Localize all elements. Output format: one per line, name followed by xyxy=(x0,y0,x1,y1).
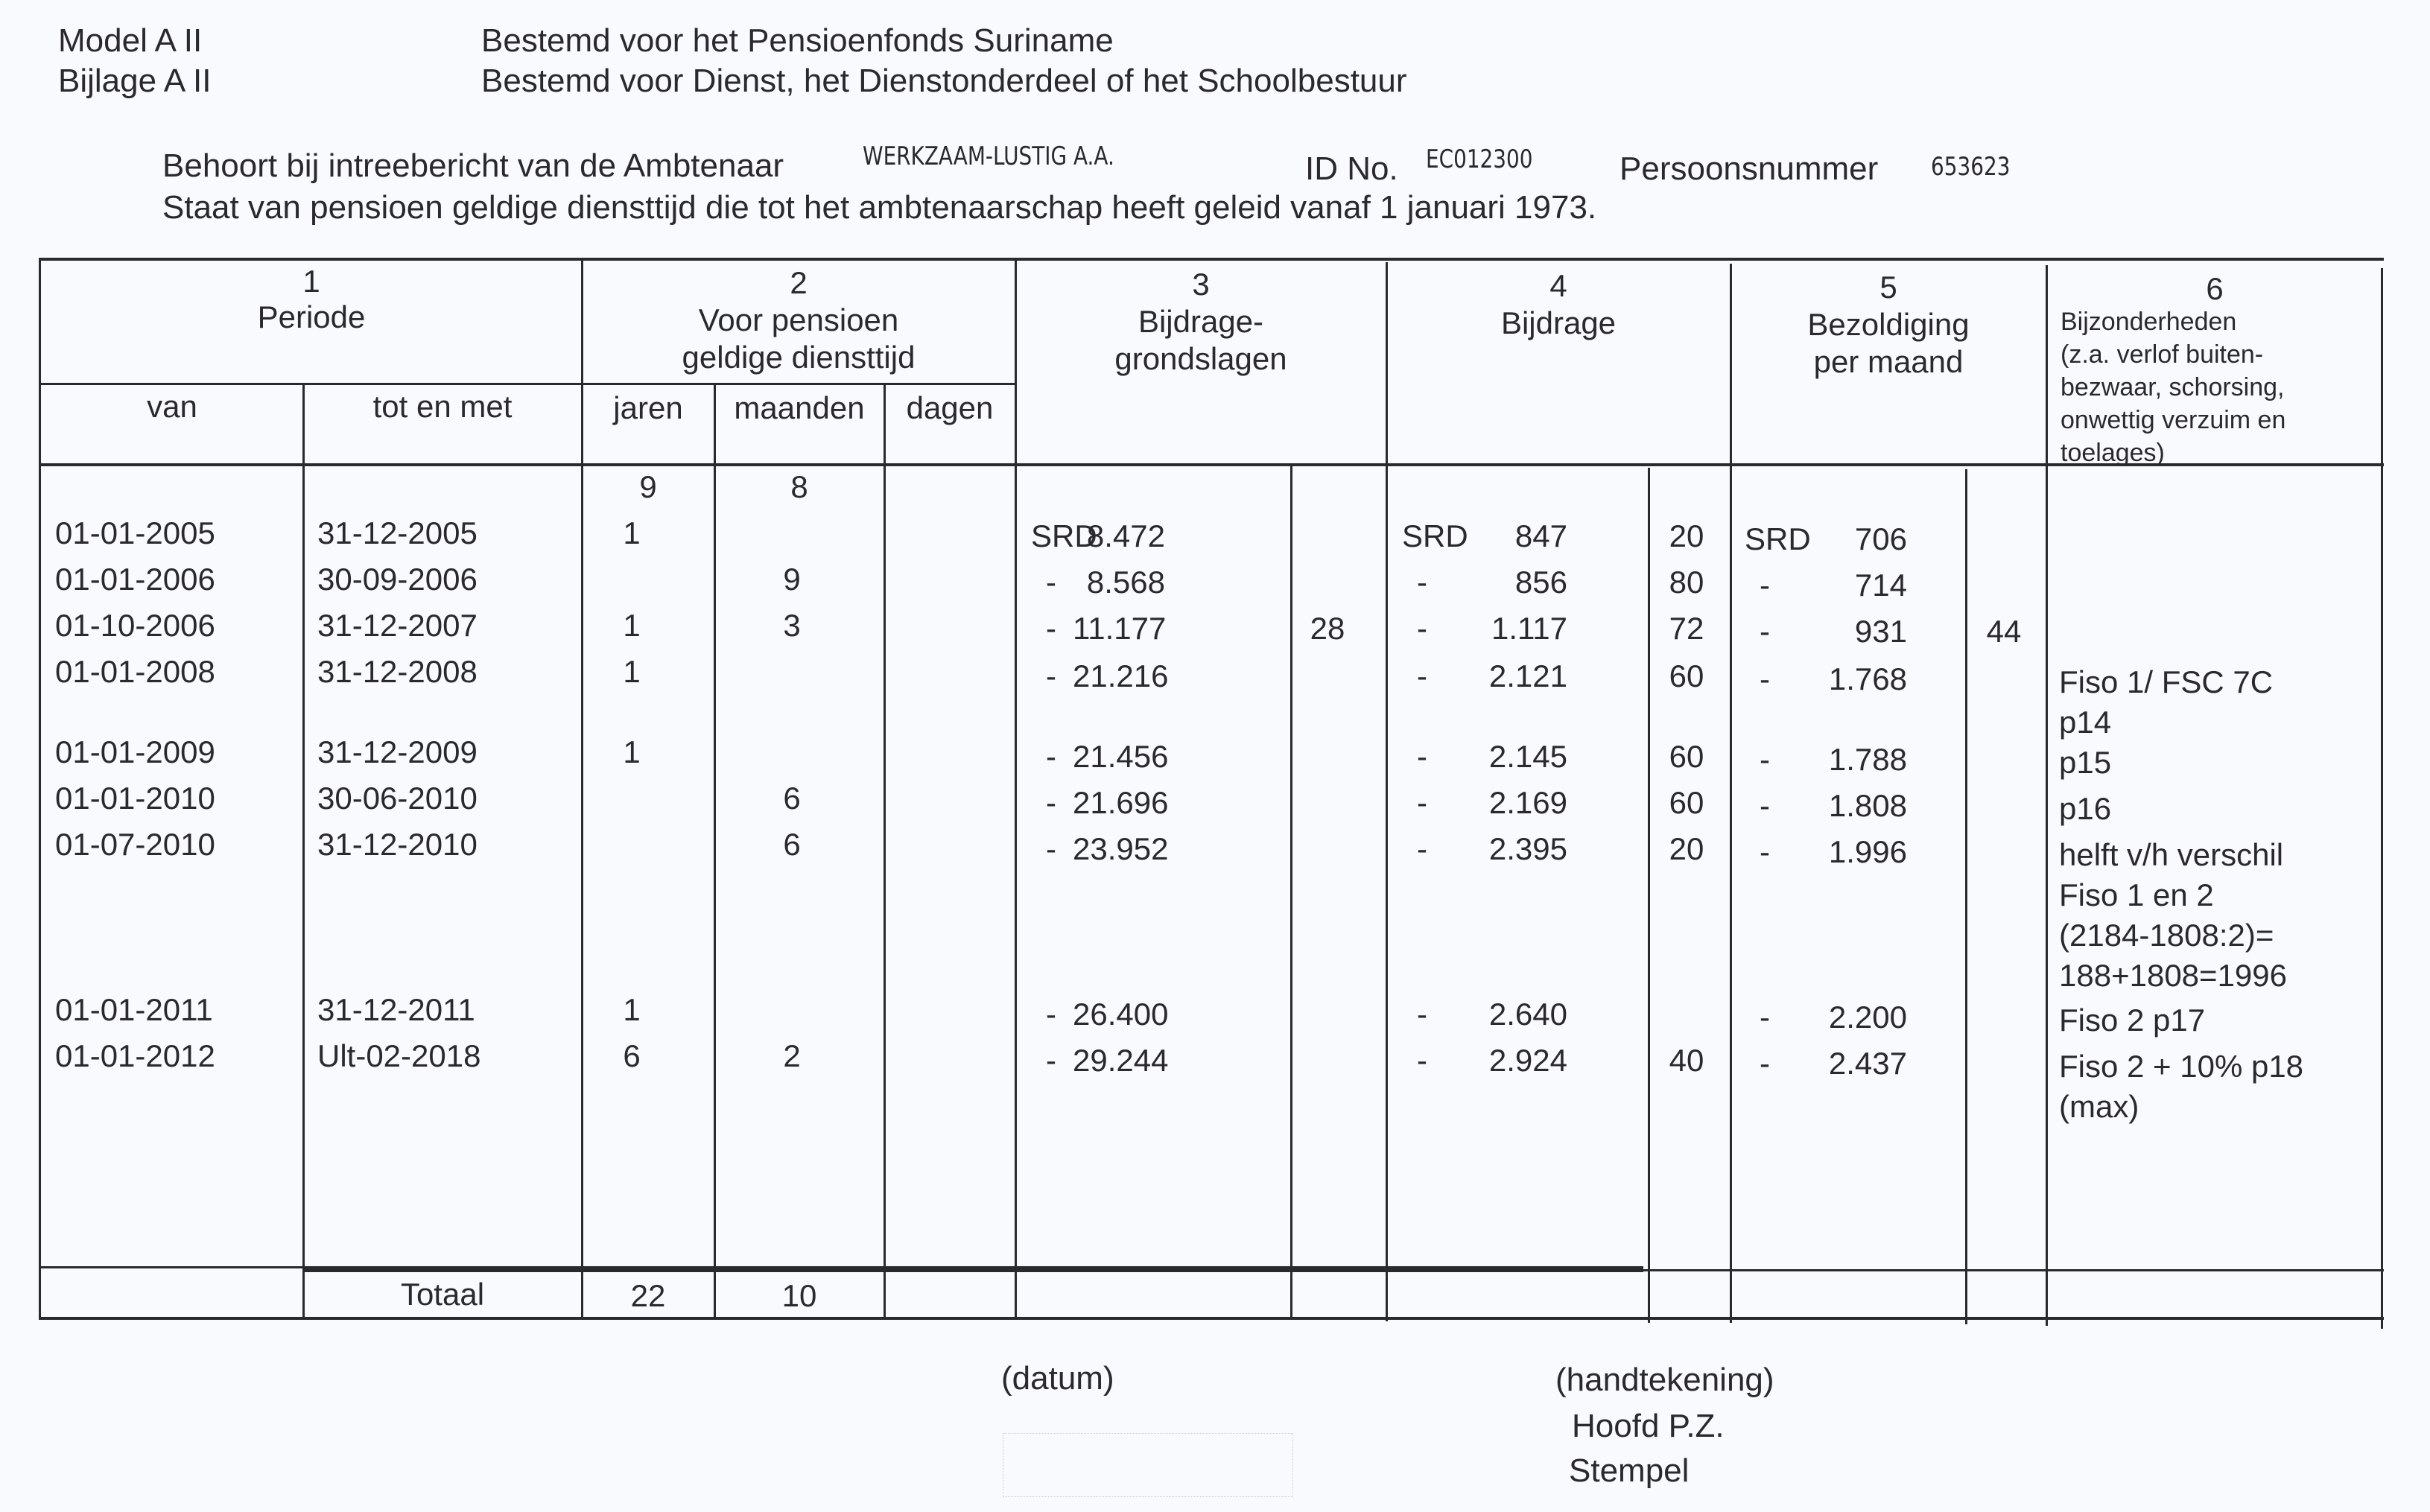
cell-van: 01-10-2006 xyxy=(55,608,215,643)
col-divider-maanden-dagen xyxy=(884,384,886,1320)
cell-bezoldiging: 1.808 xyxy=(1828,788,1907,823)
cell-tot: 31-12-2010 xyxy=(317,827,478,862)
cell-jaren: 1 xyxy=(623,608,641,643)
cell-bezoldiging: 1.788 xyxy=(1828,742,1907,777)
prior-maanden: 8 xyxy=(790,469,808,504)
destination-department: Bestemd voor Dienst, het Dienstonderdeel of het Schoolbestuur xyxy=(481,63,1407,99)
cell-van: 01-07-2010 xyxy=(55,827,215,862)
cell-maanden: 6 xyxy=(783,827,801,862)
cell-bezoldiging: 714 xyxy=(1854,568,1907,603)
cell-grondslag: 11.177 xyxy=(1073,611,1167,646)
col5-title-line2: per maand xyxy=(1813,344,1964,379)
cell-bijdrage: 2.395 xyxy=(1488,831,1567,866)
cell-tot: 31-12-2011 xyxy=(317,992,475,1027)
cell-van: 01-01-2008 xyxy=(55,654,215,689)
col2-title-line1: Voor pensioen xyxy=(698,302,899,337)
date-field[interactable] xyxy=(1003,1433,1293,1497)
cell-note: p15 xyxy=(2059,745,2112,780)
cell-grondslag: 21.696 xyxy=(1073,785,1169,820)
cell-note: Fiso 1 en 2 xyxy=(2059,877,2214,912)
cell-grondslag-prefix: - xyxy=(1046,1043,1056,1078)
total-row-line-left xyxy=(40,1266,304,1268)
cell-tot: 30-09-2006 xyxy=(317,562,478,597)
col2-sub-dagen: dagen xyxy=(906,390,994,425)
cell-bezoldiging: 1.996 xyxy=(1828,834,1907,869)
total-maanden: 10 xyxy=(781,1278,817,1313)
cell-bezoldiging: 2.437 xyxy=(1828,1046,1907,1081)
col6-title-line2: (z.a. verlof buiten- xyxy=(2061,340,2264,369)
cell-maanden: 6 xyxy=(783,781,801,816)
cell-grondslag-prefix: - xyxy=(1046,565,1056,600)
cell-maanden: 3 xyxy=(783,608,801,643)
cell-van: 01-01-2005 xyxy=(55,515,215,550)
cell-grondslag-extra: 28 xyxy=(1310,611,1345,646)
cell-bezoldiging-prefix: - xyxy=(1760,661,1770,696)
cell-grondslag: 21.216 xyxy=(1073,658,1169,693)
table-bottom-border xyxy=(39,1317,2384,1320)
col-divider-5-6 xyxy=(2046,265,2048,1326)
cell-bijdrage-prefix: - xyxy=(1417,831,1427,866)
table-right-border xyxy=(2381,268,2383,1329)
cell-bijdrage-cents: 60 xyxy=(1669,658,1704,693)
table-top-border xyxy=(40,258,2384,261)
cell-bijdrage: 856 xyxy=(1514,565,1567,600)
cell-bezoldiging-extra: 44 xyxy=(1986,614,2022,649)
cell-grondslag-prefix: - xyxy=(1046,611,1056,646)
cell-grondslag: 8.472 xyxy=(1086,518,1165,553)
cell-bezoldiging: 2.200 xyxy=(1828,1000,1907,1035)
col-divider-bezoldiging-extra xyxy=(1965,469,1967,1324)
cell-jaren: 1 xyxy=(623,515,641,550)
cell-grondslag-prefix: - xyxy=(1046,831,1056,866)
cell-van: 01-01-2012 xyxy=(55,1038,215,1073)
cell-tot: 31-12-2008 xyxy=(317,654,478,689)
col-divider-4-5 xyxy=(1730,264,1732,1323)
cell-note: Fiso 2 + 10% p18 xyxy=(2059,1049,2304,1084)
person-number-label: Persoonsnummer xyxy=(1620,150,1879,187)
cell-bijdrage-prefix: - xyxy=(1417,565,1427,600)
cell-bijdrage-cents: 40 xyxy=(1669,1043,1704,1078)
cell-note: Fiso 1/ FSC 7C xyxy=(2059,664,2274,699)
col2-number: 2 xyxy=(790,265,808,300)
cell-grondslag-prefix: - xyxy=(1046,658,1056,693)
col3-title-line2: grondslagen xyxy=(1114,341,1287,376)
cell-bijdrage: 2.145 xyxy=(1488,739,1567,774)
cell-maanden: 9 xyxy=(783,562,801,597)
cell-tot: 31-12-2009 xyxy=(317,734,478,769)
col4-title: Bijdrage xyxy=(1500,305,1617,340)
cell-van: 01-01-2010 xyxy=(55,781,215,816)
cell-tot: 31-12-2007 xyxy=(317,608,478,643)
cell-tot: 30-06-2010 xyxy=(317,781,478,816)
col-divider-3-4 xyxy=(1386,262,1388,1321)
cell-van: 01-01-2011 xyxy=(55,992,213,1027)
col3-title-line1: Bijdrage- xyxy=(1138,304,1264,339)
col-divider-van-tot xyxy=(302,383,305,1320)
cell-bijdrage-prefix: - xyxy=(1417,1043,1427,1078)
stamp-label: Stempel xyxy=(1569,1452,1690,1489)
col4-number: 4 xyxy=(1549,268,1567,303)
cell-note: helft v/h verschil xyxy=(2059,837,2284,872)
cell-bijdrage-prefix: - xyxy=(1417,997,1427,1032)
cell-bezoldiging: 1.768 xyxy=(1828,661,1907,696)
cell-bezoldiging-prefix: SRD xyxy=(1745,521,1811,556)
cell-bezoldiging: 706 xyxy=(1854,521,1907,556)
id-label: ID No. xyxy=(1305,150,1398,187)
header-bottom-border xyxy=(40,463,2384,466)
cell-grondslag-prefix: - xyxy=(1046,997,1056,1032)
id-value: EC012300 xyxy=(1426,144,1533,174)
cell-note: (max) xyxy=(2059,1089,2139,1124)
cell-grondslag: 26.400 xyxy=(1073,997,1169,1032)
cell-bijdrage-prefix: - xyxy=(1417,739,1427,774)
subheader-line xyxy=(40,383,1016,385)
cell-bijdrage-cents: 60 xyxy=(1669,739,1704,774)
col6-title-line4: onwettig verzuim en xyxy=(2061,406,2286,434)
cell-maanden: 2 xyxy=(783,1038,801,1073)
cell-bezoldiging: 931 xyxy=(1854,614,1907,649)
prior-jaren: 9 xyxy=(639,469,657,504)
employee-name: WERKZAAM-LUSTIG A.A. xyxy=(863,142,1114,171)
cell-bijdrage-prefix: SRD xyxy=(1402,518,1468,553)
col6-number: 6 xyxy=(2206,271,2224,306)
head-label: Hoofd P.Z. xyxy=(1572,1408,1725,1444)
col1-number: 1 xyxy=(302,264,320,299)
cell-grondslag: 8.568 xyxy=(1086,565,1165,600)
person-number-value: 653623 xyxy=(1931,152,2011,182)
cell-bezoldiging-prefix: - xyxy=(1760,1000,1770,1035)
col1-title: Periode xyxy=(257,299,366,334)
cell-jaren: 1 xyxy=(623,654,641,689)
total-label: Totaal xyxy=(400,1277,485,1312)
col1-sub-van: van xyxy=(147,389,197,424)
cell-bezoldiging-prefix: - xyxy=(1760,834,1770,869)
cell-bijdrage-cents: 20 xyxy=(1669,518,1704,553)
col2-sub-maanden: maanden xyxy=(734,390,865,425)
total-row-line-right xyxy=(1643,1269,2384,1271)
cell-grondslag-prefix: SRD xyxy=(1031,518,1097,553)
col1-sub-tot: tot en met xyxy=(372,389,513,424)
cell-tot: Ult-02-2018 xyxy=(317,1038,481,1073)
total-row-thick-line xyxy=(302,1266,1643,1272)
col6-title-line3: bezwaar, schorsing, xyxy=(2061,373,2285,401)
cell-bijdrage-cents: 72 xyxy=(1669,611,1704,646)
cell-van: 01-01-2006 xyxy=(55,562,215,597)
cell-note: p16 xyxy=(2059,791,2112,826)
col6-title-line5: toelages) xyxy=(2061,439,2165,467)
cell-jaren: 1 xyxy=(623,992,641,1027)
cell-bijdrage-prefix: - xyxy=(1417,658,1427,693)
cell-bijdrage-cents: 60 xyxy=(1669,785,1704,820)
form-annex-label: Bijlage A II xyxy=(58,63,212,99)
cell-grondslag-prefix: - xyxy=(1046,785,1056,820)
col5-title-line1: Bezoldiging xyxy=(1807,307,1970,342)
cell-bezoldiging-prefix: - xyxy=(1760,614,1770,649)
cell-bijdrage: 1.117 xyxy=(1491,611,1567,646)
cell-bijdrage-prefix: - xyxy=(1417,611,1427,646)
cell-bezoldiging-prefix: - xyxy=(1760,742,1770,777)
cell-bijdrage-prefix: - xyxy=(1417,785,1427,820)
cell-grondslag-prefix: - xyxy=(1046,739,1056,774)
destination-pension-fund: Bestemd voor het Pensioenfonds Suriname xyxy=(481,22,1114,59)
col2-sub-jaren: jaren xyxy=(613,390,683,425)
cell-note: p14 xyxy=(2059,705,2112,740)
belongs-to-label: Behoort bij intreebericht van de Ambtenaar xyxy=(162,147,784,184)
date-label: (datum) xyxy=(1001,1360,1114,1397)
col-divider-grondslag-extra xyxy=(1290,466,1292,1320)
cell-note: (2184-1808:2)= xyxy=(2059,918,2274,953)
col3-number: 3 xyxy=(1192,267,1210,302)
cell-note: Fiso 2 p17 xyxy=(2059,1003,2206,1038)
cell-note: 188+1808=1996 xyxy=(2059,958,2287,993)
cell-jaren: 6 xyxy=(623,1038,641,1073)
cell-bijdrage: 2.924 xyxy=(1488,1043,1567,1078)
cell-bezoldiging-prefix: - xyxy=(1760,568,1770,603)
col6-title-line1: Bijzonderheden xyxy=(2061,308,2237,336)
total-jaren: 22 xyxy=(630,1278,666,1313)
cell-van: 01-01-2009 xyxy=(55,734,215,769)
cell-bijdrage-cents: 20 xyxy=(1669,831,1704,866)
cell-tot: 31-12-2005 xyxy=(317,515,478,550)
cell-bijdrage: 847 xyxy=(1514,518,1567,553)
cell-bezoldiging-prefix: - xyxy=(1760,1046,1770,1081)
cell-jaren: 1 xyxy=(623,734,641,769)
signature-label: (handtekening) xyxy=(1555,1362,1774,1398)
cell-bijdrage: 2.169 xyxy=(1488,785,1567,820)
cell-grondslag: 21.456 xyxy=(1073,739,1169,774)
cell-bijdrage: 2.640 xyxy=(1488,997,1567,1032)
cell-grondslag: 29.244 xyxy=(1073,1043,1169,1078)
col2-title-line2: geldige diensttijd xyxy=(682,340,916,375)
cell-bijdrage: 2.121 xyxy=(1488,658,1567,693)
col-divider-2-3 xyxy=(1015,261,1017,1320)
statement-text: Staat van pensioen geldige diensttijd die tot het ambtenaarschap heeft geleid vanaf 1 januari 1973. xyxy=(162,189,1597,226)
cell-grondslag: 23.952 xyxy=(1073,831,1169,866)
cell-bijdrage-cents: 80 xyxy=(1669,565,1704,600)
cell-bezoldiging-prefix: - xyxy=(1760,788,1770,823)
col5-number: 5 xyxy=(1879,270,1897,305)
form-model-label: Model A II xyxy=(58,22,203,59)
